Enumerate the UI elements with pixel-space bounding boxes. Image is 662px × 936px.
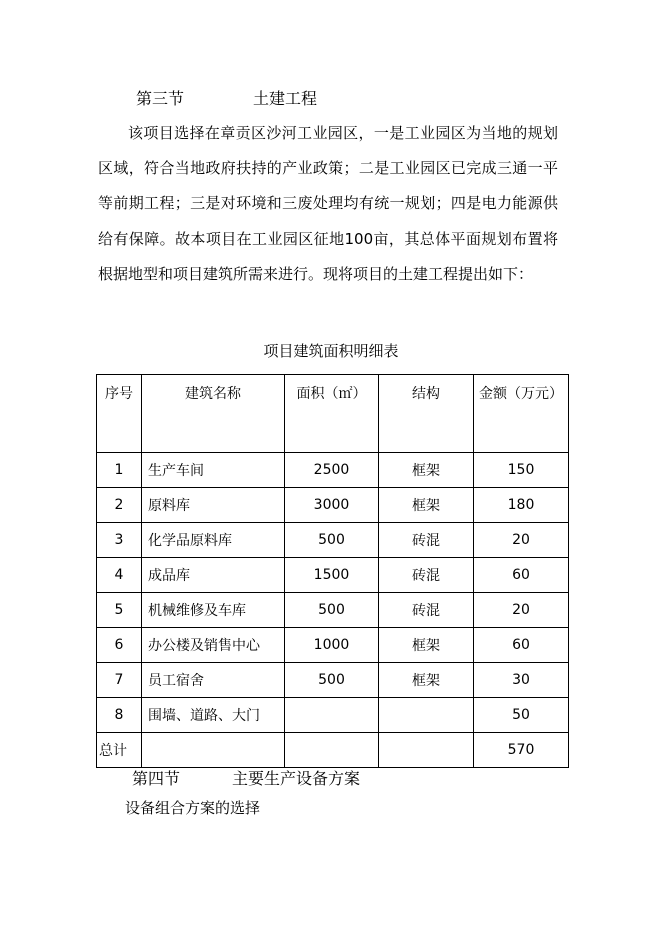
cell-area: 3000: [285, 488, 379, 523]
cell-no: 3: [97, 523, 142, 558]
section3-paragraph: 该项目选择在章贡区沙河工业园区，一是工业园区为当地的规划区域，符合当地政府扶持的产业政策；二是工业园区已完成三通一平等前期工程；三是对环境和三废处理均有统一规划；四是电力能源供给有保障。故本项目在工业园区征地100亩，其总体平面规划布置将根据地型和项目建筑所需来进行。现将项目的土建工程提出如下：: [98, 124, 558, 283]
cell-amount: 50: [474, 698, 569, 733]
table-row: [97, 628, 569, 663]
cell-no: 4: [97, 558, 142, 593]
cell-area: 1000: [285, 628, 379, 663]
cell-name: 办公楼及销售中心: [142, 628, 285, 663]
cell-structure: 框架: [379, 488, 474, 523]
cell-no: 6: [97, 628, 142, 663]
header-no: 序号: [97, 375, 142, 453]
header-name: 建筑名称: [142, 375, 285, 453]
cell-structure: 框架: [379, 663, 474, 698]
table-row: [97, 453, 569, 488]
header-area: 面积（㎡）: [285, 375, 379, 453]
header-structure: 结构: [379, 375, 474, 453]
table-row: [97, 558, 569, 593]
cell-amount: 60: [474, 628, 569, 663]
total-amount: 570: [474, 733, 569, 768]
table-total-row: [97, 733, 569, 768]
cell-amount: 20: [474, 523, 569, 558]
cell-amount: 150: [474, 453, 569, 488]
table-row: [97, 593, 569, 628]
cell-area: [285, 698, 379, 733]
cell-area: 500: [285, 593, 379, 628]
total-empty-cell: [142, 733, 285, 768]
table-row: [97, 488, 569, 523]
cell-structure: 框架: [379, 453, 474, 488]
table-caption: 项目建筑面积明细表: [263, 342, 399, 360]
cell-area: 2500: [285, 453, 379, 488]
section3-title: 土建工程: [253, 89, 318, 108]
cell-name: 成品库: [142, 558, 285, 593]
cell-area: 1500: [285, 558, 379, 593]
section3-number: 第三节: [136, 89, 185, 108]
cell-structure: 砖混: [379, 558, 474, 593]
cell-structure: 砖混: [379, 523, 474, 558]
cell-name: 原料库: [142, 488, 285, 523]
total-empty-cell: [379, 733, 474, 768]
cell-no: 8: [97, 698, 142, 733]
cell-name: 机械维修及车库: [142, 593, 285, 628]
cell-amount: 20: [474, 593, 569, 628]
cell-amount: 180: [474, 488, 569, 523]
section4-title: 主要生产设备方案: [232, 769, 361, 788]
cell-structure: [379, 698, 474, 733]
cell-no: 5: [97, 593, 142, 628]
table-row: [97, 663, 569, 698]
table-header-row: [97, 375, 569, 453]
cell-area: 500: [285, 663, 379, 698]
cell-name: 生产车间: [142, 453, 285, 488]
section4-subheading: 设备组合方案的选择: [125, 799, 261, 817]
section4-number: 第四节: [132, 769, 181, 788]
cell-amount: 60: [474, 558, 569, 593]
cell-name: 化学品原料库: [142, 523, 285, 558]
cell-name: 围墙、道路、大门: [142, 698, 285, 733]
total-label: 总计: [97, 733, 142, 768]
cell-no: 2: [97, 488, 142, 523]
cell-area: 500: [285, 523, 379, 558]
header-amount: 金额（万元）: [474, 375, 569, 453]
total-empty-cell: [285, 733, 379, 768]
cell-no: 7: [97, 663, 142, 698]
cell-structure: 框架: [379, 628, 474, 663]
cell-structure: 砖混: [379, 593, 474, 628]
table-row: [97, 523, 569, 558]
cell-no: 1: [97, 453, 142, 488]
cell-amount: 30: [474, 663, 569, 698]
building-area-table: [96, 374, 569, 768]
cell-name: 员工宿舍: [142, 663, 285, 698]
table-row: [97, 698, 569, 733]
